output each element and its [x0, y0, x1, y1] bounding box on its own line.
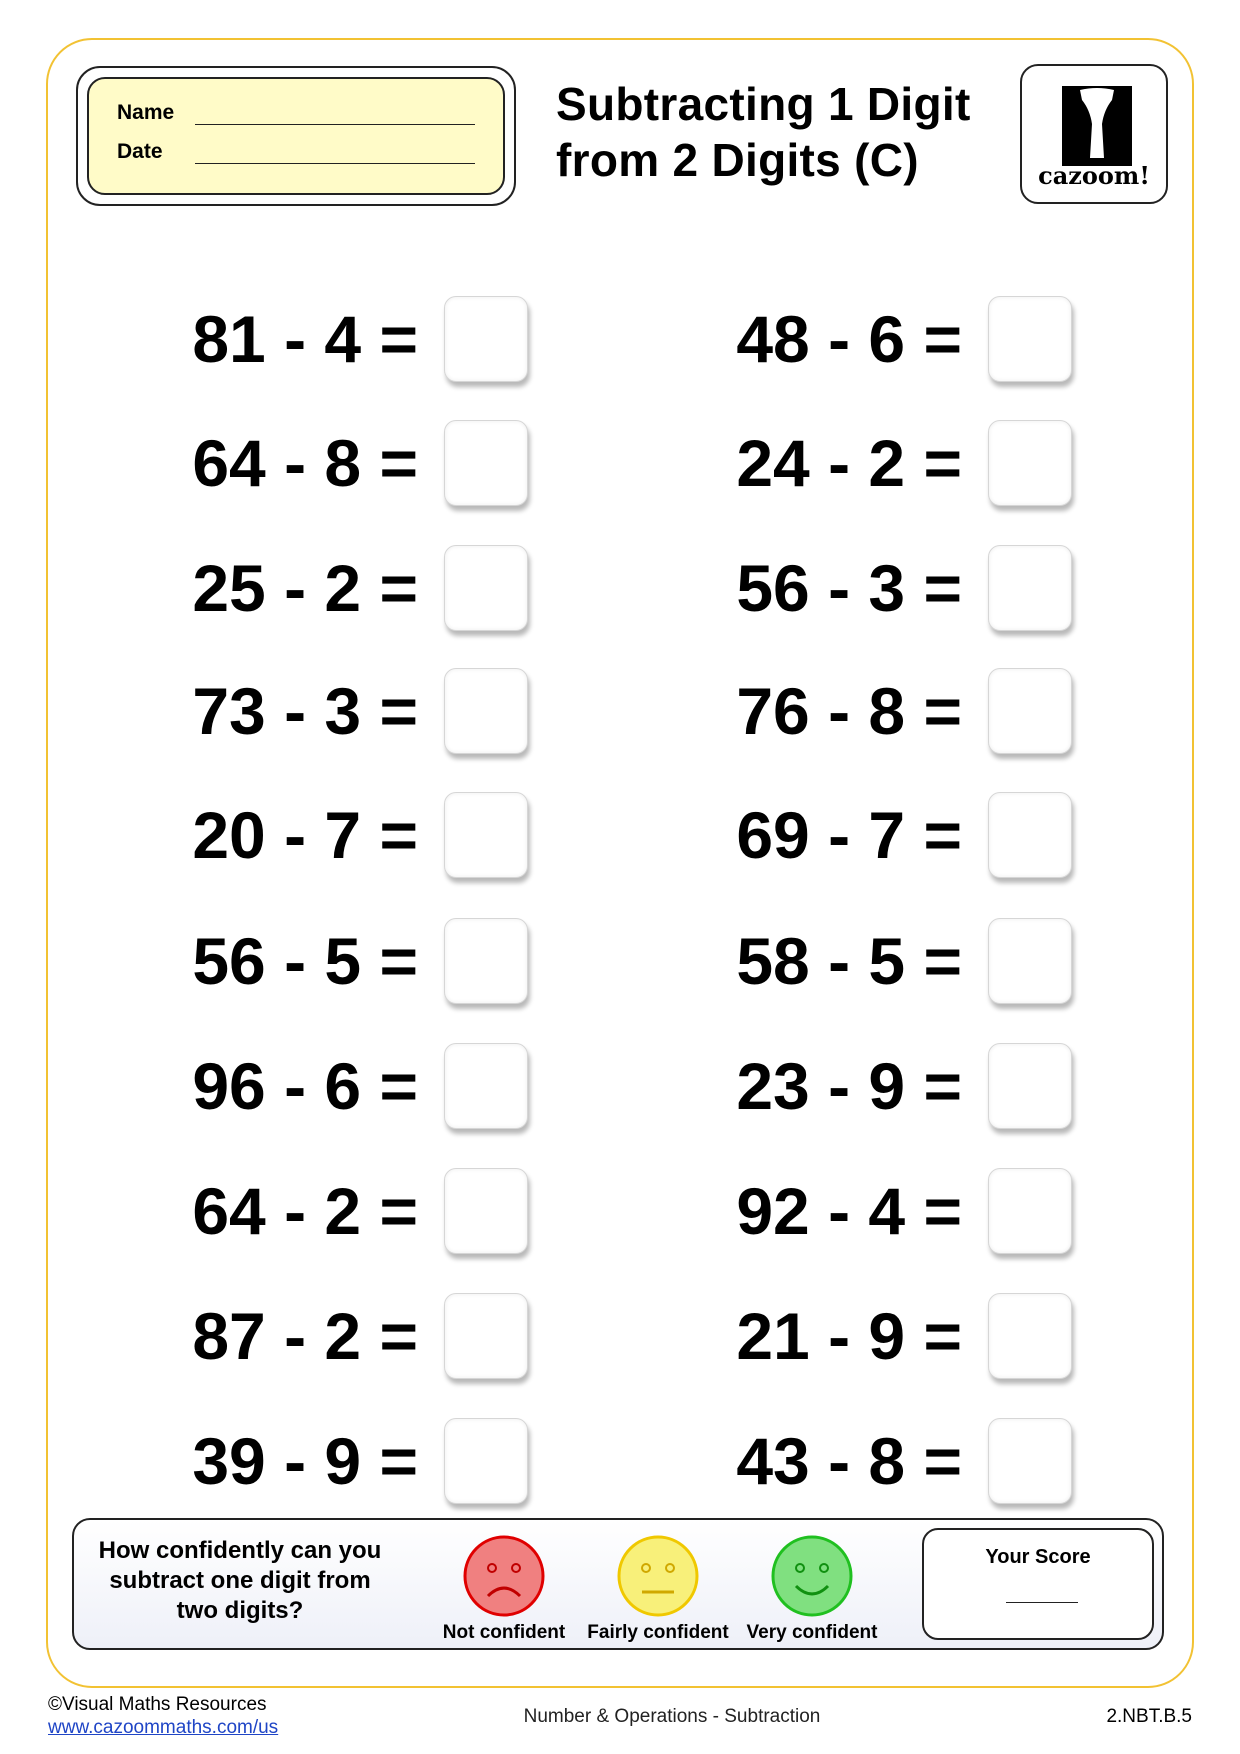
website-link[interactable]: www.cazoommaths.com/us — [48, 1717, 279, 1738]
date-field[interactable] — [195, 141, 475, 164]
question-text: 73 - 3 = — [192, 674, 418, 748]
answer-box[interactable] — [988, 1168, 1072, 1254]
question-text: 87 - 2 = — [192, 1299, 418, 1373]
neutral-face-icon[interactable] — [616, 1534, 700, 1618]
question-row-right-5 — [652, 790, 1072, 880]
question-row-left-10 — [108, 1416, 528, 1506]
answer-box[interactable] — [444, 668, 528, 754]
answer-box[interactable] — [988, 668, 1072, 754]
page-title — [556, 76, 996, 188]
question-row-right-9 — [652, 1291, 1072, 1381]
question-text: 21 - 9 = — [736, 1299, 962, 1373]
question-text: 24 - 2 = — [736, 426, 962, 500]
answer-box[interactable] — [988, 1293, 1072, 1379]
answer-box[interactable] — [988, 1418, 1072, 1504]
question-row-left-7 — [108, 1041, 528, 1131]
score-field[interactable] — [1006, 1602, 1078, 1603]
question-text: 39 - 9 = — [192, 1424, 418, 1498]
confidence-question: How confidently can you subtract one digit from two digits? — [98, 1537, 382, 1624]
answer-box[interactable] — [444, 545, 528, 631]
question-row-right-6 — [652, 916, 1072, 1006]
question-row-left-8 — [108, 1166, 528, 1256]
name-date-box — [76, 66, 516, 206]
answer-box[interactable] — [444, 918, 528, 1004]
question-row-right-2 — [652, 418, 1072, 508]
question-text: 76 - 8 = — [736, 674, 962, 748]
score-label: Your Score — [985, 1546, 1091, 1568]
question-text: 64 - 8 = — [192, 426, 418, 500]
answer-box[interactable] — [988, 792, 1072, 878]
question-row-left-6 — [108, 916, 528, 1006]
title-line-1: Subtracting 1 Digit — [556, 78, 971, 130]
question-row-left-9 — [108, 1291, 528, 1381]
title-line-2: from 2 Digits (C) — [556, 134, 919, 186]
name-field[interactable] — [195, 102, 475, 125]
question-row-left-2 — [108, 418, 528, 508]
sad-face-icon[interactable] — [462, 1534, 546, 1618]
question-text: 58 - 5 = — [736, 924, 962, 998]
question-row-left-4 — [108, 666, 528, 756]
cazoom-logo — [1020, 64, 1168, 204]
very-confident-label: Very confident — [746, 1622, 878, 1643]
question-text: 56 - 5 = — [192, 924, 418, 998]
answer-box[interactable] — [988, 918, 1072, 1004]
answer-box[interactable] — [444, 1418, 528, 1504]
logo-text: cazoom! — [1038, 161, 1150, 190]
answer-box[interactable] — [444, 1168, 528, 1254]
question-text: 64 - 2 = — [192, 1174, 418, 1248]
question-text: 20 - 7 = — [192, 798, 418, 872]
question-row-right-4 — [652, 666, 1072, 756]
happy-face-icon[interactable] — [770, 1534, 854, 1618]
question-row-right-3 — [652, 543, 1072, 633]
question-text: 25 - 2 = — [192, 551, 418, 625]
question-text: 96 - 6 = — [192, 1049, 418, 1123]
answer-box[interactable] — [444, 296, 528, 382]
fairly-confident-label: Fairly confident — [587, 1622, 729, 1643]
question-row-right-8 — [652, 1166, 1072, 1256]
answer-box[interactable] — [988, 1043, 1072, 1129]
question-text: 69 - 7 = — [736, 798, 962, 872]
answer-box[interactable] — [988, 296, 1072, 382]
question-text: 56 - 3 = — [736, 551, 962, 625]
topic-text: Number & Operations - Subtraction — [523, 1706, 821, 1727]
question-row-right-7 — [652, 1041, 1072, 1131]
answer-box[interactable] — [988, 420, 1072, 506]
standard-code: 2.NBT.B.5 — [1106, 1706, 1192, 1727]
question-text: 23 - 9 = — [736, 1049, 962, 1123]
question-row-left-5 — [108, 790, 528, 880]
date-row — [117, 134, 475, 164]
answer-box[interactable] — [444, 1043, 528, 1129]
question-text: 92 - 4 = — [736, 1174, 962, 1248]
question-text: 43 - 8 = — [736, 1424, 962, 1498]
copyright-text: ©Visual Maths Resources — [48, 1694, 267, 1715]
question-row-left-1 — [108, 294, 528, 384]
answer-box[interactable] — [444, 792, 528, 878]
question-row-right-10 — [652, 1416, 1072, 1506]
answer-box[interactable] — [444, 420, 528, 506]
name-date-panel — [87, 77, 505, 195]
answer-box[interactable] — [988, 545, 1072, 631]
question-text: 81 - 4 = — [192, 302, 418, 376]
name-label: Name — [117, 101, 175, 124]
question-row-left-3 — [108, 543, 528, 633]
date-label: Date — [117, 140, 163, 163]
question-text: 48 - 6 = — [736, 302, 962, 376]
not-confident-label: Not confident — [442, 1622, 566, 1643]
score-box — [922, 1528, 1154, 1640]
name-row — [117, 95, 475, 125]
answer-box[interactable] — [444, 1293, 528, 1379]
question-row-right-1 — [652, 294, 1072, 384]
confidence-panel — [72, 1518, 1164, 1650]
